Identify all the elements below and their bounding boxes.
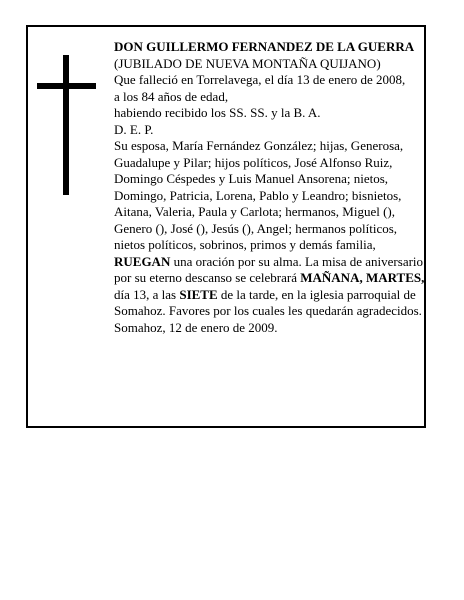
cross-vertical-bar xyxy=(63,55,69,195)
age-statement: a los 84 años de edad, xyxy=(114,88,229,104)
pray-verb: RUEGAN xyxy=(114,253,171,269)
mass-announcement xyxy=(114,254,426,320)
sacraments-statement: habiendo recibido los SS. SS. y la B. A. xyxy=(114,105,321,120)
signoff-line: Somahoz, 12 de enero de 2009. xyxy=(114,319,278,335)
cross-horizontal-bar xyxy=(37,83,96,89)
pray-text: una oración por su alma. La misa de aniversario por su eterno descanso se celebrará xyxy=(114,253,424,285)
family-list: Su esposa, María Fernández González; hijas, Generosa, Guadalupe y Pilar; hijos políticos, José Alfonso Ruiz, Domingo Céspedes y Luis Manuel Ansorena; nietos, Domingo, Patricia, Lorena, Pablo y Leandro; bisnietos, Aitana, Valeria, Paula y Carlota; hermanos, Miguel (), Genero (), José (), Jesús (), Angel; hermanos políticos, nietos políticos, sobrinos, primos y demás familia, xyxy=(114,138,404,252)
deceased-name: DON GUILLERMO FERNANDEZ DE LA GUERRA xyxy=(114,39,415,54)
mass-date-text: día 13, a las xyxy=(114,286,180,302)
obituary-text xyxy=(114,39,426,336)
mass-hour: SIETE xyxy=(179,286,218,302)
mass-day: MAÑANA, MARTES, xyxy=(300,270,425,285)
occupation-subtitle: (JUBILADO DE NUEVA MONTAÑA QUIJANO) xyxy=(114,55,381,71)
rip-abbreviation: D. E. P. xyxy=(114,121,154,137)
death-statement: Que falleció en Torrelavega, el día 13 de enero de 2008, xyxy=(114,72,406,87)
mass-location-text: de la tarde, en la iglesia parroquial de Somahoz. Favores por los cuales les quedarán agradecidos. xyxy=(114,286,422,318)
